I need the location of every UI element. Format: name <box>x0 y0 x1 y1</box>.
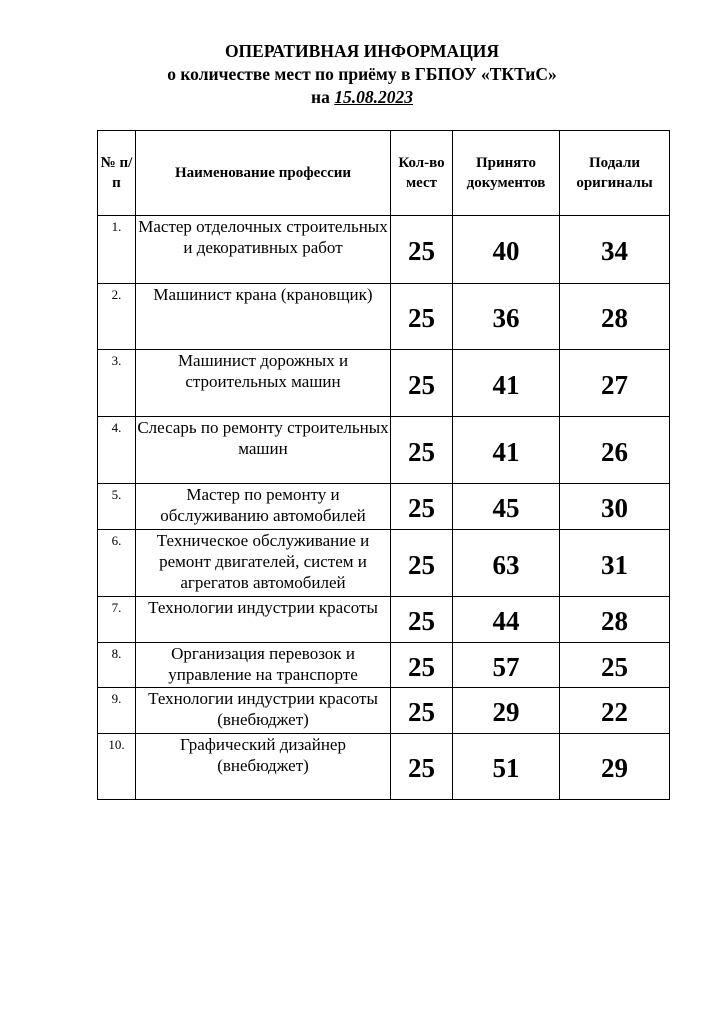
document-date-line <box>0 86 724 109</box>
places-value: 25 <box>408 369 435 400</box>
accepted-count <box>453 417 560 484</box>
row-num: 4. <box>98 417 136 484</box>
accepted-count <box>453 530 560 597</box>
table-header-row <box>98 131 670 216</box>
accepted-value: 51 <box>492 753 520 783</box>
originals-value: 28 <box>601 303 628 333</box>
originals-value: 31 <box>601 549 628 580</box>
row-num: 5. <box>98 484 136 530</box>
profession-name: Мастер отделочных строительных и декоративных работ <box>136 216 391 284</box>
table-row <box>98 734 670 800</box>
accepted-value: 63 <box>492 549 520 580</box>
places-value: 25 <box>408 436 435 467</box>
places-count <box>391 688 453 734</box>
table-row <box>98 284 670 350</box>
places-value: 25 <box>408 236 435 266</box>
originals-count <box>560 417 670 484</box>
profession-name: Слесарь по ремонту строительных машин <box>136 417 391 484</box>
places-count <box>391 597 453 643</box>
profession-name: Технологии индустрии красоты <box>136 597 391 643</box>
places-value: 25 <box>408 549 435 580</box>
originals-value: 25 <box>601 651 628 682</box>
originals-count <box>560 284 670 350</box>
originals-count <box>560 643 670 688</box>
date-prefix: на <box>311 87 330 107</box>
originals-value: 28 <box>601 606 628 636</box>
originals-count <box>560 484 670 530</box>
places-count <box>391 350 453 417</box>
accepted-count <box>453 216 560 284</box>
column-header-places: Кол-во мест <box>391 131 453 216</box>
document-date: 15.08.2023 <box>334 87 413 107</box>
row-num: 10. <box>98 734 136 800</box>
document-title: ОПЕРАТИВНАЯ ИНФОРМАЦИЯ <box>224 41 500 61</box>
profession-name: Машинист дорожных и строительных машин <box>136 350 391 417</box>
places-value: 25 <box>408 303 435 333</box>
originals-value: 26 <box>601 436 628 467</box>
accepted-count <box>453 597 560 643</box>
accepted-count <box>453 484 560 530</box>
row-num: 1. <box>98 216 136 284</box>
table-row <box>98 688 670 734</box>
places-count <box>391 284 453 350</box>
originals-value: 34 <box>601 236 628 266</box>
accepted-count <box>453 643 560 688</box>
places-value: 25 <box>408 651 435 682</box>
originals-value: 30 <box>601 493 628 523</box>
places-count <box>391 417 453 484</box>
profession-name: Организация перевозок и управление на транспорте <box>136 643 391 688</box>
accepted-count <box>453 350 560 417</box>
profession-name: Мастер по ремонту и обслуживанию автомобилей <box>136 484 391 530</box>
originals-count <box>560 216 670 284</box>
accepted-value: 41 <box>492 436 520 467</box>
table-row <box>98 597 670 643</box>
row-num: 8. <box>98 643 136 688</box>
places-count <box>391 484 453 530</box>
accepted-value: 41 <box>492 369 520 400</box>
table-row <box>98 484 670 530</box>
originals-count <box>560 688 670 734</box>
admissions-table <box>97 130 670 800</box>
originals-value: 27 <box>601 369 628 400</box>
row-num: 7. <box>98 597 136 643</box>
profession-name: Графический дизайнер (внебюджет) <box>136 734 391 800</box>
row-num: 3. <box>98 350 136 417</box>
document-subtitle: о количестве мест по приёму в ГБПОУ «ТКТиС» <box>167 64 557 84</box>
accepted-count <box>453 734 560 800</box>
accepted-value: 57 <box>492 651 520 682</box>
places-value: 25 <box>408 606 435 636</box>
accepted-count <box>453 284 560 350</box>
row-num: 9. <box>98 688 136 734</box>
places-value: 25 <box>408 493 435 523</box>
accepted-value: 29 <box>492 697 520 727</box>
column-header-accepted: Принято документов <box>453 131 560 216</box>
places-value: 25 <box>408 753 435 783</box>
places-value: 25 <box>408 697 435 727</box>
originals-count <box>560 350 670 417</box>
column-header-name: Наименование профессии <box>136 131 391 216</box>
column-header-originals: Подали оригиналы <box>560 131 670 216</box>
originals-count <box>560 530 670 597</box>
table-row <box>98 216 670 284</box>
places-count <box>391 643 453 688</box>
accepted-value: 44 <box>492 606 520 636</box>
profession-name: Машинист крана (крановщик) <box>136 284 391 350</box>
accepted-value: 45 <box>492 493 520 523</box>
profession-name: Технологии индустрии красоты (внебюджет) <box>136 688 391 734</box>
table-row <box>98 350 670 417</box>
row-num: 6. <box>98 530 136 597</box>
accepted-count <box>453 688 560 734</box>
accepted-value: 36 <box>492 303 520 333</box>
accepted-value: 40 <box>492 236 520 266</box>
row-num: 2. <box>98 284 136 350</box>
originals-value: 29 <box>601 753 628 783</box>
originals-value: 22 <box>601 697 628 727</box>
document-header <box>0 40 724 109</box>
table-row <box>98 643 670 688</box>
column-header-num: № п/п <box>98 131 136 216</box>
places-count <box>391 530 453 597</box>
originals-count <box>560 597 670 643</box>
profession-name: Техническое обслуживание и ремонт двигателей, систем и агрегатов автомобилей <box>136 530 391 597</box>
places-count <box>391 734 453 800</box>
originals-count <box>560 734 670 800</box>
places-count <box>391 216 453 284</box>
table-row <box>98 530 670 597</box>
table-row <box>98 417 670 484</box>
